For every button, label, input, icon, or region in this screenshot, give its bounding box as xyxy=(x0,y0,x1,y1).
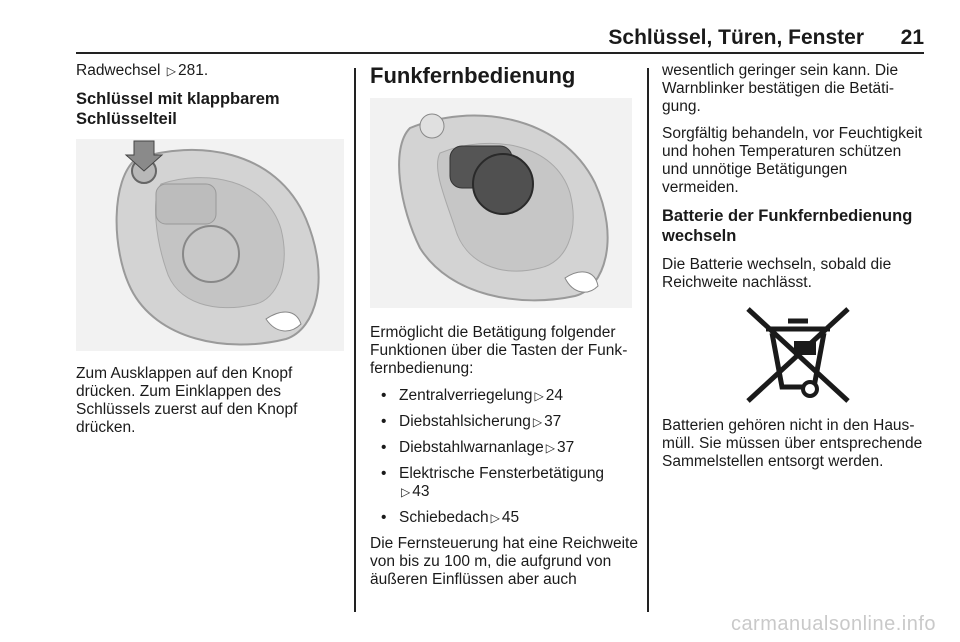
heading-flip-key: Schlüssel mit klappbarem Schlüsselteil xyxy=(76,90,280,128)
flip-key-caption: Zum Ausklappen auf den Knopf drücken. Zum Einklappen des Schlüssels zuerst auf den Knopf drücken. xyxy=(76,365,298,436)
bullet-icon: • xyxy=(381,465,387,482)
remote-range-text: Die Fernsteuerung hat eine Reichweite von bis zu 100 m, die aufgrund von äußeren Einflüssen aber auch xyxy=(370,535,638,588)
bullet-icon: • xyxy=(381,387,387,404)
page-header xyxy=(76,26,924,52)
crossed-bin-icon xyxy=(738,301,858,411)
remote-function-list xyxy=(370,387,638,527)
care-text: Sorgfältig behandeln, vor Feuchtigkeit und hohen Temperaturen schützen und unnötige Betätigungen vermeiden. xyxy=(662,125,923,196)
cross-reference: Radwechsel ▷ 281. xyxy=(76,62,209,79)
column-3 xyxy=(662,62,926,480)
page-ref-triangle-icon: ▷ xyxy=(166,64,176,78)
list-item: • Schiebedach ▷ 45 xyxy=(381,509,520,526)
page-ref-triangle-icon: ▷ xyxy=(534,389,544,403)
column-1 xyxy=(76,62,344,446)
list-item: • Zentralverriegelung ▷ 24 xyxy=(381,387,564,404)
page-ref-triangle-icon: ▷ xyxy=(532,415,543,429)
page-number: 21 xyxy=(900,26,924,49)
watermark: carmanualsonline.info xyxy=(730,613,936,635)
page-ref-triangle-icon: ▷ xyxy=(401,485,411,499)
column-divider-left xyxy=(354,68,356,612)
page-ref-triangle-icon: ▷ xyxy=(545,441,555,455)
flip-key-illustration xyxy=(76,139,344,351)
header-rule xyxy=(76,52,924,54)
battery-replace-text: Die Batterie wechseln, sobald die Reichweite nachlässt. xyxy=(662,256,892,291)
bullet-icon: • xyxy=(381,439,387,456)
remote-functions-lead: Ermöglicht die Betätigung folgender Funktionen über die Tasten der Funkfernbedienung: xyxy=(370,324,628,377)
disposal-text: Batterien gehören nicht in den Hausmüll. Sie müssen über entsprechende Sammelstellen entsorgt werden. xyxy=(662,417,923,470)
page-ref-triangle-icon: ▷ xyxy=(490,511,500,525)
column-2 xyxy=(370,62,638,598)
range-continued-text: wesentlich geringer sein kann. Die Warnblinker bestätigen die Betätigung. xyxy=(662,62,899,115)
list-item: • Diebstahlsicherung ▷ 37 xyxy=(381,413,562,430)
list-item: • Elektrische Fensterbetätigung ▷ 43 xyxy=(381,465,605,500)
bullet-icon: • xyxy=(381,413,387,430)
section-title: Schlüssel, Türen, Fenster xyxy=(608,26,864,49)
list-item: • Diebstahlwarnanlage ▷ 37 xyxy=(381,439,575,456)
heading-battery-replace: Batterie der Funkfernbedienung wechseln xyxy=(662,207,913,245)
bullet-icon: • xyxy=(381,509,387,526)
remote-key-illustration xyxy=(370,98,632,308)
column-divider-right xyxy=(647,68,649,612)
heading-remote-control: Funkfernbedienung xyxy=(370,63,576,88)
